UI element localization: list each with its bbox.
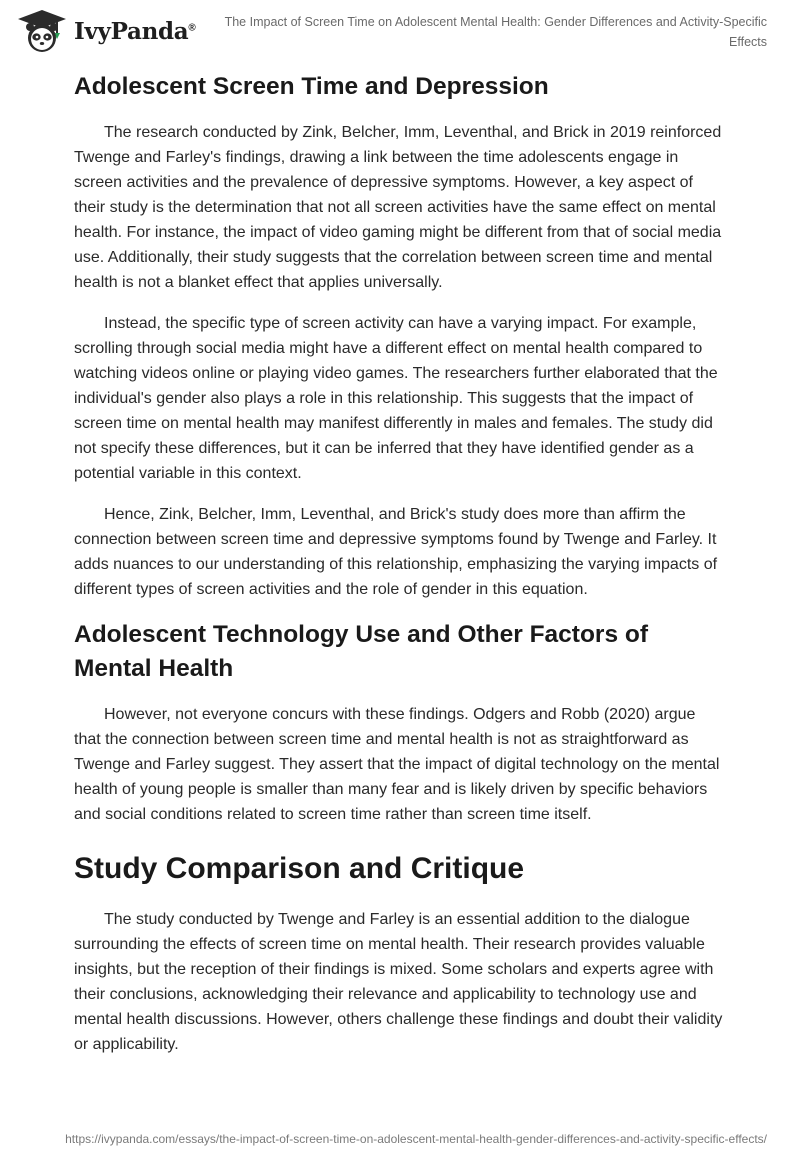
brand-logo[interactable]	[14, 8, 195, 54]
panda-icon	[14, 8, 70, 54]
article-body	[74, 70, 726, 1073]
paragraph: Instead, the specific type of screen activity can have a varying impact. For example, scrolling through social media might have a different effect on mental health compared to watching videos online or playing video games. The researchers further elaborated that the individual's gender also plays a role in this relationship. This suggests that the impact of screen time on mental health may manifest differently in males and females. The study did not specify these differences, but it can be inferred that they have identified gender as a potential variable in this context.	[74, 315, 718, 482]
source-url[interactable]: https://ivypanda.com/essays/the-impact-of-screen-time-on-adolescent-mental-health-gender-differences-and-activity-specific-effects/	[65, 1132, 767, 1146]
section-technology-use	[74, 618, 726, 827]
paragraph: Hence, Zink, Belcher, Imm, Leventhal, and Brick's study does more than affirm the connection between screen time and depressive symptoms found by Twenge and Farley. It adds nuances to our understanding of this relationship, emphasizing the varying impacts of different types of screen activities and the role of gender in this equation.	[74, 506, 718, 598]
section-screen-time-depression	[74, 70, 726, 602]
paragraph: However, not everyone concurs with these findings. Odgers and Robb (2020) argue that the connection between screen time and mental health is not as straightforward as Twenge and Farley suggest. They assert that the impact of digital technology on the mental health of young people is smaller than many fear and is likely driven by specific behaviors and social conditions related to screen time rather than screen time itself.	[74, 706, 720, 823]
section-heading: Adolescent Technology Use and Other Factors of Mental Health	[74, 621, 649, 682]
paragraph: The study conducted by Twenge and Farley is an essential addition to the dialogue surrounding the effects of screen time on mental health. Their research provides valuable insights, but the reception of their findings is mixed. Some scholars and experts agree with their conclusions, acknowledging their relevance and applicability to technology use and mental health discussions. However, others challenge these findings and doubt their validity or applicability.	[74, 911, 723, 1053]
section-heading: Adolescent Screen Time and Depression	[74, 73, 549, 100]
brand-name: IvyPanda®	[74, 17, 196, 45]
page-header	[0, 0, 800, 60]
document-title: The Impact of Screen Time on Adolescent Mental Health: Gender Differences and Activity-Specific Effects	[224, 15, 767, 49]
section-heading: Study Comparison and Critique	[74, 852, 525, 885]
section-study-comparison	[74, 849, 726, 1057]
paragraph: The research conducted by Zink, Belcher, Imm, Leventhal, and Brick in 2019 reinforced Twenge and Farley's findings, drawing a link between the time adolescents engage in screen activities and the prevalence of depressive symptoms. However, a key aspect of their study is the determination that not all screen activities have the same effect on mental health. For instance, the impact of video gaming might be different from that of social media use. Additionally, their study suggests that the correlation between screen time and mental health is not a blanket effect that applies universally.	[74, 124, 722, 291]
